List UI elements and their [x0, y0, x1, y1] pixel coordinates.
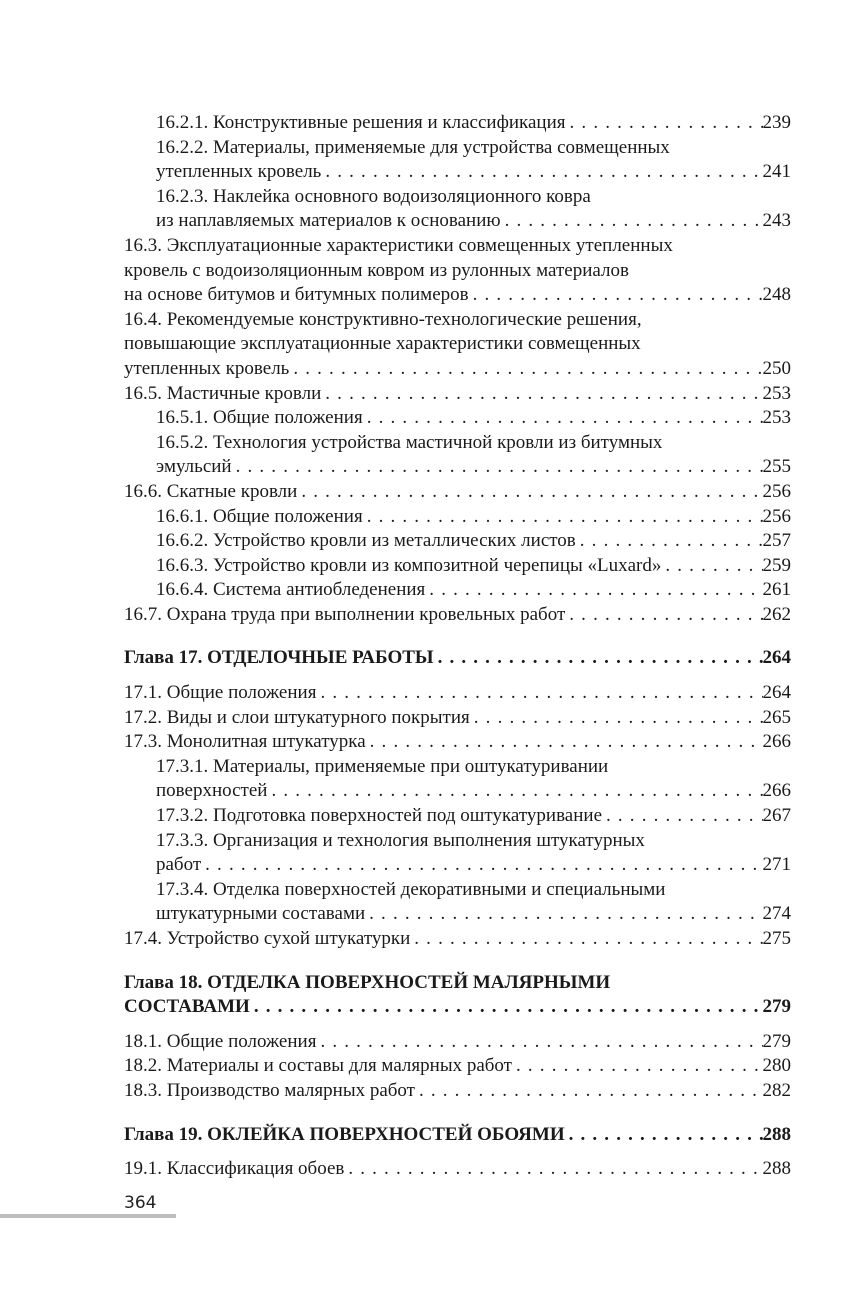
toc-line [124, 646, 791, 671]
entry-title: 17.3. Монолитная штукатурка [124, 731, 366, 753]
toc-entry [124, 1030, 791, 1055]
toc-chapter [124, 1123, 791, 1148]
toc-line [124, 234, 791, 259]
entry-page-number: 253 [762, 382, 791, 404]
dot-leader [289, 357, 762, 382]
toc-entry [124, 480, 791, 505]
entry-title: утепленных кровель [124, 357, 290, 379]
toc-line [124, 681, 791, 706]
entry-title: 16.6.2. Устройство кровли из металлических листов [156, 530, 576, 552]
dot-leader [566, 111, 763, 136]
entry-title: Глава 19. ОКЛЕЙКА ПОВЕРХНОСТЕЙ ОБОЯМИ [124, 1123, 565, 1145]
entry-page-number: 274 [762, 903, 791, 925]
dot-leader [250, 995, 763, 1020]
toc-line [156, 779, 791, 804]
toc-line [124, 1123, 791, 1148]
entry-title: утепленных кровель [156, 161, 322, 183]
toc-entry [124, 755, 791, 804]
entry-title: 16.6.1. Общие положения [156, 505, 363, 527]
dot-leader [366, 730, 763, 755]
dot-leader [565, 1123, 763, 1148]
dot-leader [469, 283, 763, 308]
dot-leader [363, 406, 763, 431]
dot-leader [232, 455, 763, 480]
toc-entry [124, 603, 791, 628]
toc-entry [124, 234, 791, 308]
entry-title: Глава 17. ОТДЕЛОЧНЫЕ РАБОТЫ [124, 647, 434, 669]
toc-line [124, 332, 791, 357]
toc-line [156, 431, 791, 456]
entry-page-number: 288 [762, 1123, 791, 1145]
toc-entry [124, 185, 791, 234]
entry-page-number: 257 [762, 530, 791, 552]
dot-leader [321, 382, 762, 407]
entry-page-number: 279 [762, 996, 791, 1018]
entry-page-number: 288 [762, 1158, 791, 1180]
toc-line [156, 209, 791, 234]
toc-entry [124, 529, 791, 554]
entry-title: поверхностей [156, 780, 268, 802]
toc-line [124, 308, 791, 333]
toc-line [156, 136, 791, 161]
dot-leader [501, 209, 763, 234]
entry-page-number: 271 [762, 854, 791, 876]
entry-page-number: 282 [762, 1079, 791, 1101]
dot-leader [661, 554, 762, 579]
toc-line [124, 1030, 791, 1055]
dot-leader [565, 603, 762, 628]
entry-page-number: 255 [762, 456, 791, 478]
dot-leader [415, 1079, 763, 1104]
toc-entry [124, 1157, 791, 1182]
toc-entry [124, 136, 791, 185]
dot-leader [344, 1157, 762, 1182]
entry-page-number: 241 [762, 161, 791, 183]
toc-entry [124, 406, 791, 431]
entry-title: Глава 18. ОТДЕЛКА ПОВЕРХНОСТЕЙ МАЛЯРНЫМИ [124, 971, 611, 993]
entry-title: повышающие эксплуатационные характеристики совмещенных [124, 333, 641, 355]
toc-line [156, 755, 791, 780]
toc-entry [124, 578, 791, 603]
entry-page-number: 267 [762, 805, 791, 827]
toc-entry [124, 308, 791, 382]
toc-entry [124, 1054, 791, 1079]
toc-line [156, 406, 791, 431]
toc-line [124, 259, 791, 284]
entry-page-number: 266 [762, 780, 791, 802]
entry-page-number: 262 [762, 603, 791, 625]
entry-title: 16.4. Рекомендуемые конструктивно-технологические решения, [124, 308, 642, 330]
entry-page-number: 243 [762, 210, 791, 232]
toc-line [156, 902, 791, 927]
entry-title: штукатурными составами [156, 903, 366, 925]
entry-title: 17.4. Устройство сухой штукатурки [124, 928, 411, 949]
entry-page-number: 256 [762, 505, 791, 527]
toc-chapter [124, 646, 791, 671]
entry-title: на основе битумов и битумных полимеров [124, 284, 469, 306]
dot-leader [576, 529, 763, 554]
entry-title: 17.3.1. Материалы, применяемые при оштукатуривании [156, 755, 609, 777]
entry-page-number: 279 [762, 1030, 791, 1052]
toc-line [124, 382, 791, 407]
entry-title: 17.2. Виды и слои штукатурного покрытия [124, 706, 470, 728]
entry-title: 16.3. Эксплуатационные характеристики совмещенных утепленных [124, 234, 673, 256]
toc-line [156, 160, 791, 185]
toc-entry [124, 706, 791, 731]
toc-line [156, 505, 791, 530]
toc-entry [124, 382, 791, 407]
entry-title: 16.5.1. Общие положения [156, 407, 363, 429]
dot-leader [470, 706, 763, 731]
toc-entry [124, 829, 791, 878]
entry-title: 18.3. Производство малярных работ [124, 1079, 415, 1101]
toc-entry [124, 804, 791, 829]
toc-line [124, 1054, 791, 1079]
entry-title: 18.2. Материалы и составы для малярных работ [124, 1055, 512, 1077]
toc-line [156, 529, 791, 554]
entry-title: 18.1. Общие положения [124, 1030, 317, 1052]
entry-page-number: 264 [762, 647, 791, 669]
dot-leader [316, 1030, 762, 1055]
entry-page-number: 266 [762, 731, 791, 753]
entry-page-number: 264 [762, 682, 791, 704]
entry-page-number: 280 [762, 1055, 791, 1077]
toc-line [124, 480, 791, 505]
toc-entry [124, 730, 791, 755]
toc-entry [124, 505, 791, 530]
entry-title: 17.3.4. Отделка поверхностей декоративными и специальными [156, 878, 666, 900]
entry-title: 16.6.3. Устройство кровли из композитной черепицы «Luxard» [156, 554, 662, 576]
toc-entry [124, 927, 791, 952]
dot-leader [512, 1054, 763, 1079]
dot-leader [410, 927, 762, 952]
entry-page-number: 259 [762, 554, 791, 576]
entry-title: 19.1. Классификация обоев [124, 1158, 345, 1180]
toc-line [156, 185, 791, 210]
entry-page-number: 275 [762, 928, 791, 949]
table-of-contents [124, 111, 791, 1182]
dot-leader [201, 853, 762, 878]
dot-leader [267, 779, 762, 804]
toc-entry [124, 681, 791, 706]
entry-title: эмульсий [156, 456, 232, 478]
entry-page-number: 261 [762, 579, 791, 601]
toc-line [156, 853, 791, 878]
toc-line [124, 995, 791, 1020]
toc-entry [124, 111, 791, 136]
entry-title: кровель с водоизоляционным ковром из рулонных материалов [124, 259, 629, 281]
toc-line [156, 111, 791, 136]
toc-line [124, 357, 791, 382]
entry-title: 17.3.2. Подготовка поверхностей под оштукатуривание [156, 805, 602, 827]
toc-line [124, 603, 791, 628]
toc-line [124, 283, 791, 308]
entry-title: работ [156, 854, 202, 876]
entry-title: 17.3.3. Организация и технология выполнения штукатурных [156, 829, 645, 851]
dot-leader [602, 804, 763, 829]
dot-leader [425, 578, 762, 603]
entry-title: 16.2.3. Наклейка основного водоизоляционного ковра [156, 185, 591, 207]
entry-title: СОСТАВАМИ [124, 996, 250, 1018]
page-number: 364 [124, 1193, 157, 1213]
entry-page-number: 248 [762, 284, 791, 306]
toc-entry [124, 431, 791, 480]
toc-line [124, 706, 791, 731]
toc-line [156, 878, 791, 903]
toc-line [156, 455, 791, 480]
toc-entry [124, 554, 791, 579]
footer-rule [0, 1214, 176, 1218]
toc-line [156, 554, 791, 579]
entry-page-number: 253 [762, 407, 791, 429]
dot-leader [434, 646, 763, 671]
entry-page-number: 256 [762, 480, 791, 502]
toc-chapter [124, 971, 791, 1020]
entry-page-number: 239 [762, 112, 791, 133]
entry-title: 16.6.4. Система антиобледенения [156, 579, 426, 601]
toc-line [124, 1157, 791, 1182]
toc-line [124, 927, 791, 952]
entry-title: 16.7. Охрана труда при выполнении кровельных работ [124, 603, 566, 625]
entry-title: 16.2.1. Конструктивные решения и классификация [156, 112, 566, 133]
entry-title: 16.2.2. Материалы, применяемые для устройства совмещенных [156, 136, 670, 158]
dot-leader [321, 160, 762, 185]
entry-title: 16.6. Скатные кровли [124, 480, 298, 502]
entry-title: 16.5.2. Технология устройства мастичной кровли из битумных [156, 431, 663, 453]
dot-leader [297, 480, 762, 505]
toc-entry [124, 1079, 791, 1104]
entry-title: из наплавляемых материалов к основанию [156, 210, 501, 232]
entry-page-number: 250 [762, 357, 791, 379]
toc-line [124, 971, 791, 996]
toc-line [124, 730, 791, 755]
entry-title: 17.1. Общие положения [124, 682, 317, 704]
toc-line [156, 578, 791, 603]
dot-leader [365, 902, 762, 927]
toc-line [124, 1079, 791, 1104]
toc-line [156, 804, 791, 829]
toc-entry [124, 878, 791, 927]
dot-leader [316, 681, 762, 706]
entry-title: 16.5. Мастичные кровли [124, 382, 322, 404]
dot-leader [363, 505, 763, 530]
entry-page-number: 265 [762, 706, 791, 728]
toc-line [156, 829, 791, 854]
